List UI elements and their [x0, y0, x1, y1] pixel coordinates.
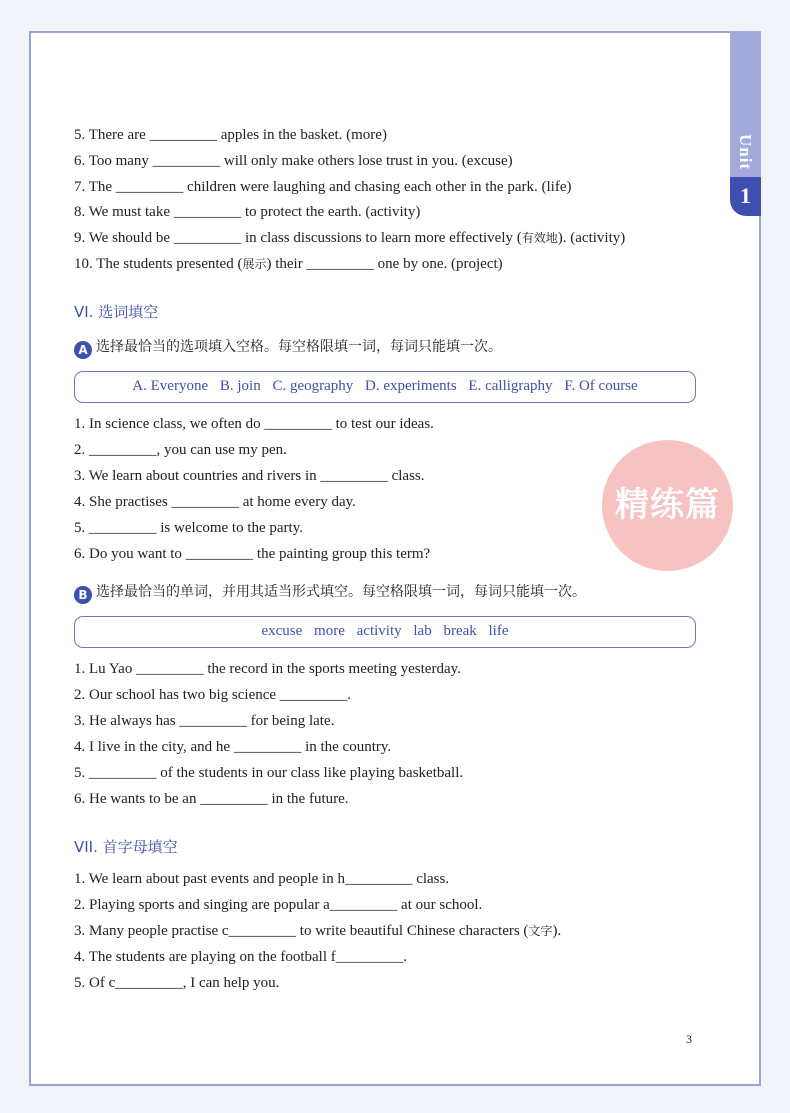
exercise-line: 6. Do you want to _________ the painting group this term? — [74, 546, 431, 562]
option: C. geography — [272, 378, 354, 394]
unit-label: Unit — [736, 133, 755, 171]
unit-tab — [730, 31, 761, 216]
options-box-a — [74, 371, 696, 403]
exercise-line: 5. _________ is welcome to the party. — [74, 520, 303, 536]
exercise-line: 3. He always has _________ for being late. — [74, 713, 335, 729]
exercise-line: 2. Our school has two big science _________. — [74, 687, 352, 703]
word-option: more — [314, 623, 345, 639]
word-option: life — [488, 623, 509, 639]
page-number: 3 — [686, 1032, 692, 1046]
exercise-line: 3. We learn about countries and rivers in _________ class. — [74, 468, 425, 484]
chinese-hint: 文字 — [528, 924, 553, 938]
exercise-text: ) their _________ one by one. (project) — [266, 256, 503, 272]
badge-a: A — [74, 341, 92, 359]
word-box-b — [74, 616, 696, 648]
word-option: excuse — [261, 623, 303, 639]
exercise-line: 1. We learn about past events and people in h_________ class. — [74, 871, 450, 887]
word-option: break — [443, 623, 477, 639]
unit-number: 1 — [740, 183, 751, 208]
badge-b: B — [74, 586, 92, 604]
exercise-line — [74, 921, 561, 941]
exercise-line: 4. I live in the city, and he _________ in the country. — [74, 739, 392, 755]
exercise-line: 5. There are _________ apples in the basket. (more) — [74, 127, 387, 143]
exercise-line: 7. The _________ children were laughing and chasing each other in the park. (life) — [74, 179, 572, 195]
exercise-text: 9. We should be _________ in class discussions to learn more effectively ( — [74, 230, 522, 246]
option: A. Everyone — [132, 378, 209, 394]
option: F. Of course — [564, 378, 638, 394]
exercise-line — [74, 254, 503, 274]
exercise-line: 1. Lu Yao _________ the record in the sports meeting yesterday. — [74, 661, 461, 677]
exercise-text: ). (activity) — [557, 230, 626, 246]
section-title-vii: VII. 首字母填空 — [74, 838, 178, 856]
instruction-a — [74, 337, 502, 359]
instruction-text: 选择最恰当的单词，并用其适当形式填空。每空格限填一词，每词只能填一次。 — [96, 584, 586, 600]
option: B. join — [219, 378, 261, 394]
chinese-hint: 有效地 — [521, 231, 558, 245]
exercise-line: 4. The students are playing on the football f_________. — [74, 949, 407, 965]
practice-stamp: 精练篇 — [602, 440, 733, 571]
chinese-hint: 展示 — [242, 257, 267, 271]
exercise-line — [74, 228, 625, 248]
exercise-line: 8. We must take _________ to protect the earth. (activity) — [74, 204, 421, 220]
option: E. calligraphy — [468, 378, 553, 394]
word-option: lab — [413, 623, 432, 639]
exercise-line: 5. Of c_________, I can help you. — [74, 975, 280, 991]
exercise-text: ). — [552, 923, 562, 939]
instruction-text: 选择最恰当的选项填入空格。每空格限填一词，每词只能填一次。 — [96, 339, 502, 355]
exercise-line: 1. In science class, we often do _________ to test our ideas. — [74, 416, 434, 432]
exercise-line: 6. He wants to be an _________ in the future. — [74, 791, 349, 807]
section-title-vi: VI. 选词填空 — [74, 303, 159, 321]
option: D. experiments — [365, 378, 457, 394]
exercise-text: 10. The students presented ( — [74, 256, 243, 272]
exercise-line: 2. _________, you can use my pen. — [74, 442, 287, 458]
word-option: activity — [356, 623, 402, 639]
exercise-line: 6. Too many _________ will only make others lose trust in you. (excuse) — [74, 153, 513, 169]
exercise-line: 2. Playing sports and singing are popular a_________ at our school. — [74, 897, 483, 913]
exercise-line: 4. She practises _________ at home every day. — [74, 494, 356, 510]
exercise-text: 3. Many people practise c_________ to write beautiful Chinese characters ( — [74, 923, 529, 939]
exercise-line: 5. _________ of the students in our class like playing basketball. — [74, 765, 464, 781]
instruction-b — [74, 582, 586, 604]
